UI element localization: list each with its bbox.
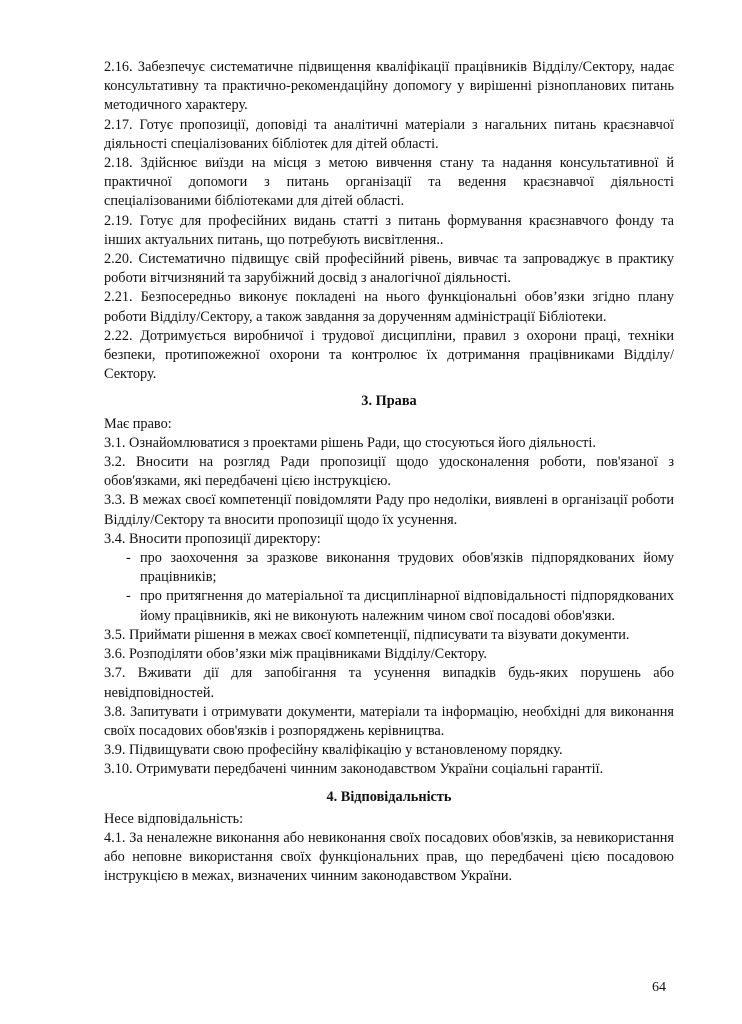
bullet-marker: - xyxy=(126,588,131,605)
item-3-5: 3.5. Приймати рішення в межах своєї компетенції, підписувати та візувати документи. xyxy=(104,626,630,643)
item-3-6: 3.6. Розподіляти обов’язки між працівниками Відділу/Сектору. xyxy=(104,646,487,663)
page-number: 64 xyxy=(652,980,666,995)
item-2-18: 2.18. Здійснює виїзди на місця з метою вивчення стану та надання консультативної й практичної допомоги з питань організації та ведення краєзнавчої діяльності спеціалізованими бібліотеками для дітей області. xyxy=(104,155,674,210)
item-2-19: 2.19. Готує для професійних видань статті з питань формування краєзнавчого фонду та інших актуальних питань, що потребують висвітлення.. xyxy=(104,212,674,248)
item-2-20: 2.20. Систематично підвищує свій професійний рівень, вивчає та запроваджує в практику роботи вітчизняний та зарубіжний досвід з аналогічної діяльності. xyxy=(104,251,674,287)
document-page xyxy=(104,58,674,887)
section-3-title: 3. Права xyxy=(361,393,417,410)
item-3-7: 3.7. Вживати дії для запобігання та усунення випадків будь-яких порушень або невідповідностей. xyxy=(104,665,674,701)
item-2-17: 2.17. Готує пропозиції, доповіді та аналітичні матеріали з нагальних питань краєзнавчої діяльності спеціалізованих бібліотек для дітей області. xyxy=(104,116,674,152)
item-3-4: 3.4. Вносити пропозиції директору: xyxy=(104,530,321,547)
section-4-intro: Несе відповідальність: xyxy=(104,810,244,827)
item-3-9: 3.9. Підвищувати свою професійну кваліфікацію у встановленому порядку. xyxy=(104,742,563,759)
item-3-8: 3.8. Запитувати і отримувати документи, матеріали та інформацію, необхідні для виконання своїх посадових обов'язків і розпоряджень керівництва. xyxy=(104,703,674,739)
item-3-10: 3.10. Отримувати передбачені чинним законодавством України соціальні гарантії. xyxy=(104,761,604,778)
section-3-intro: Має право: xyxy=(104,415,172,432)
bullet-item xyxy=(104,549,674,587)
item-2-22: 2.22. Дотримується виробничої і трудової дисципліни, правил з охорони праці, техніки безпеки, протипожежної охорони та контролює їх дотримання працівниками Відділу/Сектору. xyxy=(104,327,674,383)
item-2-16: 2.16. Забезпечує систематичне підвищення кваліфікації працівників Відділу/Сектору, надає консультативну та практично-рекомендаційну допомогу у вирішенні різнопланових питань методичного характеру. xyxy=(104,59,674,114)
bullet-text: про притягнення до матеріальної та дисциплінарної відповідальності підпорядкованих йому працівників, які не виконують належним чином свої посадові обов'язки. xyxy=(140,588,674,624)
bullet-text: про заохочення за зразкове виконання трудових обов'язків підпорядкованих йому працівників; xyxy=(140,550,674,586)
item-3-1: 3.1. Ознайомлюватися з проектами рішень Ради, що стосуються його діяльності. xyxy=(104,434,596,451)
item-2-21: 2.21. Безпосередньо виконує покладені на нього функціональні обов’язки згідно плану роботи Відділу/Сектору, а також завдання за дорученням адміністрації Бібліотеки. xyxy=(104,289,674,325)
bullet-marker: - xyxy=(126,550,131,567)
bullet-item xyxy=(104,587,674,625)
item-3-3: 3.3. В межах своєї компетенції повідомляти Раду про недоліки, виявлені в організації роботи Відділу/Сектору та вносити пропозиції щодо їх усунення. xyxy=(104,492,674,528)
section-4-title: 4. Відповідальність xyxy=(326,788,452,805)
item-3-2: 3.2. Вносити на розгляд Ради пропозиції щодо удосконалення роботи, пов'язаної з обов'язками, які передбачені цією інструкцією. xyxy=(104,454,674,490)
item-4-1: 4.1. За неналежне виконання або невиконання своїх посадових обов'язків, за невикористання або неповне використання своїх функціональних прав, що передбачені цією посадовою інструкцією в межах, визначених чинним законодавством України. xyxy=(104,829,674,885)
